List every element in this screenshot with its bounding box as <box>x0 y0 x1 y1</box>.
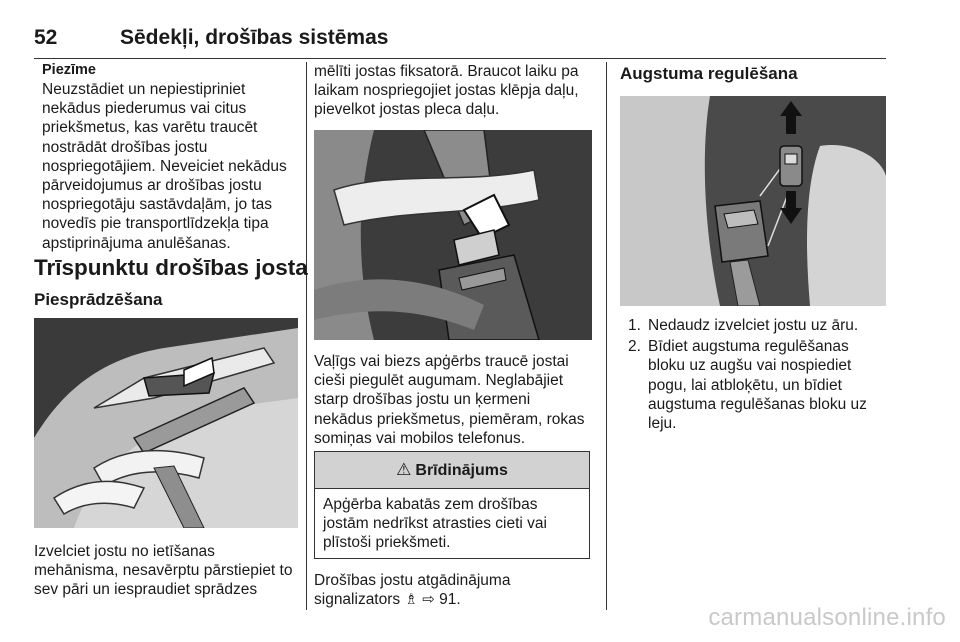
column-divider <box>606 62 607 610</box>
body-text-reminder <box>314 571 592 609</box>
warning-icon: ⚠ <box>396 460 412 479</box>
body-text: mēlīti jostas fiksatorā. Braucot laiku pa laikam nospriegojiet jostas klēpja daļu, pievelkot jostas pleca daļu. <box>314 63 579 119</box>
list-item <box>620 316 882 335</box>
warning-text: Apģērba kabatās zem drošības jostām nedrīkst atrasties cieti vai plīstoši priekšmeti. <box>323 496 547 552</box>
reference-arrow-icon: ⇨ <box>422 591 435 609</box>
step-text: Bīdiet augstuma regulēšanas bloku uz augšu vai nospiediet pogu, lai atbloķētu, un bīdiet augstuma regulēšanas bloku uz leju. <box>648 338 867 433</box>
watermark: carmanualsonline.info <box>708 604 946 631</box>
warning-box <box>314 451 590 559</box>
note-label: Piezīme <box>42 62 96 78</box>
warning-header <box>315 452 589 489</box>
illustration-tensioning <box>314 130 592 340</box>
section-heading: Trīspunktu drošības josta <box>34 255 308 280</box>
illustration-height-adjust <box>620 96 886 306</box>
list-item <box>620 337 882 433</box>
step-text: Nedaudz izvelciet jostu uz āru. <box>648 317 859 334</box>
note-text: Neuzstādiet un nepiestipriniet nekādus piederumus vai citus priekšmetus, kas varētu traucēt nostrādāt drošības jostu nospriegotājiem. Neveiciet nekādus pārveidojumus ar drošības jostu nospriegotāju sastāvdaļām, jo tas novedīs pie transportlīdzekļa tipa apstiprinājuma anulēšanas. <box>42 81 287 252</box>
subheading: Piesprādzēšana <box>34 290 163 309</box>
subheading-height: Augstuma regulēšana <box>620 64 798 83</box>
body-text: Vaļīgs vai biezs apģērbs traucē jostai cieši piegulēt augumam. Neglabājiet starp drošības jostu un ķermeni nekādus priekšmetus, piemēram, rokas somiņas vai mobilos telefonus. <box>314 353 585 447</box>
page-header <box>34 22 886 59</box>
reminder-text: Drošības jostu atgādinājuma signalizators <box>314 572 511 609</box>
column-divider <box>306 62 307 610</box>
steps-list <box>620 316 882 435</box>
seatbelt-reminder-icon: ♗ <box>404 591 418 609</box>
step-number: 1. <box>628 317 641 334</box>
body-text: Izvelciet jostu no ietīšanas mehānisma, nesavērptu pārstiepiet to sev pāri un iespraudiet sprādzes <box>34 543 293 599</box>
illustration-buckling <box>34 318 298 528</box>
warning-title: Brīdinājums <box>415 462 508 479</box>
step-number: 2. <box>628 338 641 356</box>
page-reference[interactable]: 91. <box>439 591 461 609</box>
page-title: Sēdekļi, drošības sistēmas <box>120 26 389 49</box>
page-number: 52 <box>34 26 58 49</box>
